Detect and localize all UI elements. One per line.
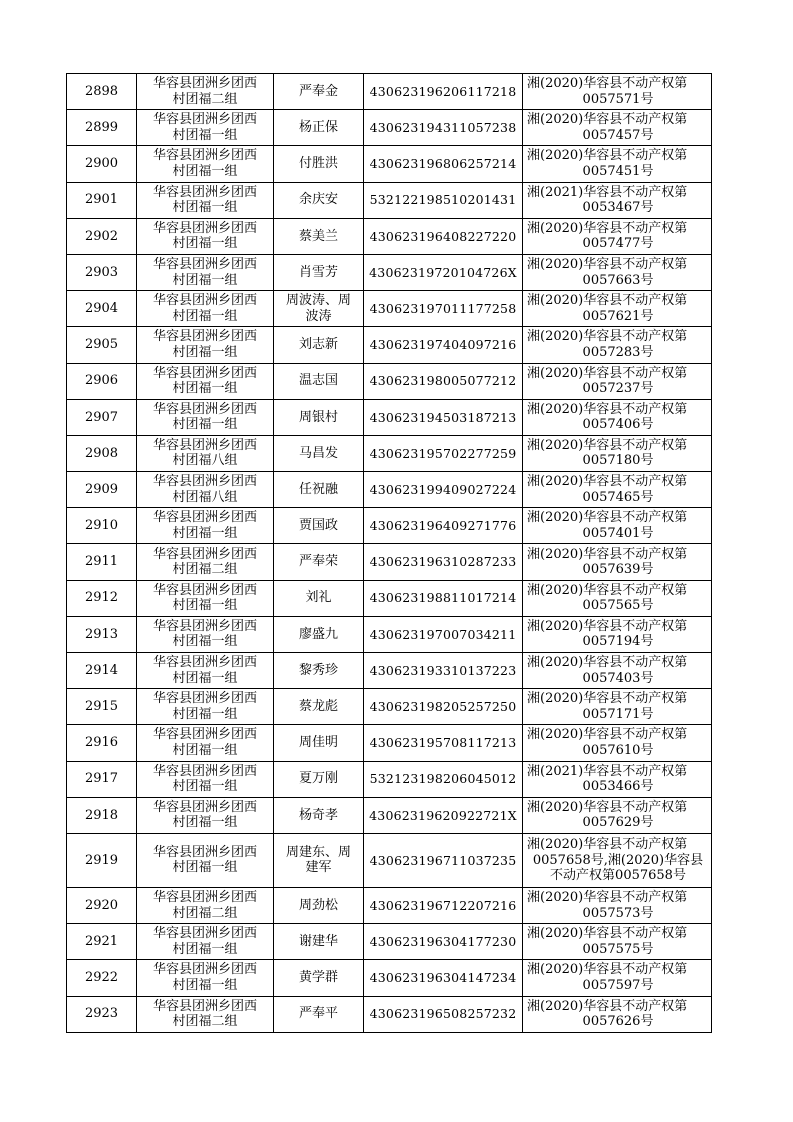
name-line: 波涛	[305, 308, 332, 324]
cert-line: 0057403号	[582, 670, 654, 686]
cert-line: 湘(2020)华容县不动产权第	[527, 76, 688, 92]
cell-id-number: 430623196711037235	[364, 833, 523, 887]
cert-line: 0057180号	[582, 453, 654, 469]
address-line: 村团福一组	[172, 742, 238, 758]
cell-id-number: 430623194503187213	[364, 399, 523, 435]
cell-serial-number: 2912	[67, 580, 137, 616]
cell-owner-name	[274, 653, 364, 689]
cell-certificate-number	[523, 924, 712, 960]
cert-line: 0057571号	[582, 91, 654, 107]
name-line: 余庆安	[298, 192, 338, 208]
cell-owner-name	[274, 833, 364, 887]
address-line: 华容县团洲乡团西	[152, 365, 257, 381]
cell-address	[137, 254, 274, 290]
cell-owner-name	[274, 182, 364, 218]
table-row	[67, 254, 712, 290]
address-line: 村团福二组	[172, 905, 238, 921]
cell-serial-number: 2907	[67, 399, 137, 435]
cell-owner-name	[274, 508, 364, 544]
name-line: 周建东、周	[285, 844, 351, 860]
address-line: 华容县团洲乡团西	[152, 799, 257, 815]
table-row	[67, 110, 712, 146]
cell-owner-name	[274, 580, 364, 616]
cell-address	[137, 508, 274, 544]
cert-line: 湘(2020)华容县不动产权第	[527, 510, 688, 526]
address-line: 村团福一组	[172, 308, 238, 324]
cell-address	[137, 218, 274, 254]
table-row	[67, 689, 712, 725]
cert-line: 0057610号	[582, 742, 654, 758]
cell-address	[137, 797, 274, 833]
cell-certificate-number	[523, 761, 712, 797]
address-line: 华容县团洲乡团西	[152, 962, 257, 978]
cert-line: 0057283号	[582, 344, 654, 360]
address-line: 华容县团洲乡团西	[152, 148, 257, 164]
cert-line: 0057406号	[582, 417, 654, 433]
cert-line: 湘(2020)华容县不动产权第	[527, 437, 688, 453]
cert-line: 0057658号,湘(2020)华容县	[532, 852, 704, 868]
table-row	[67, 74, 712, 110]
table-row	[67, 653, 712, 689]
cell-address	[137, 580, 274, 616]
cert-line: 湘(2020)华容县不动产权第	[527, 293, 688, 309]
cert-line: 0057194号	[582, 634, 654, 650]
cell-owner-name	[274, 74, 364, 110]
table-row	[67, 833, 712, 887]
cell-owner-name	[274, 996, 364, 1032]
cell-owner-name	[274, 616, 364, 652]
cell-id-number: 430623198005077212	[364, 363, 523, 399]
cell-owner-name	[274, 689, 364, 725]
cert-line: 0057565号	[582, 598, 654, 614]
cell-owner-name	[274, 327, 364, 363]
name-line: 谢建华	[298, 933, 338, 949]
cert-line: 0053467号	[582, 200, 654, 216]
cell-address	[137, 110, 274, 146]
cert-line: 湘(2020)华容县不动产权第	[527, 546, 688, 562]
cell-certificate-number	[523, 544, 712, 580]
cell-address	[137, 363, 274, 399]
address-line: 村团福一组	[172, 163, 238, 179]
cell-id-number: 430623196304147234	[364, 960, 523, 996]
cell-id-number: 430623193310137223	[364, 653, 523, 689]
address-line: 村团福一组	[172, 706, 238, 722]
address-line: 华容县团洲乡团西	[152, 691, 257, 707]
cell-certificate-number	[523, 146, 712, 182]
cell-certificate-number	[523, 996, 712, 1032]
cell-id-number: 532123198206045012	[364, 761, 523, 797]
cell-owner-name	[274, 110, 364, 146]
address-line: 华容县团洲乡团西	[152, 618, 257, 634]
cert-line: 湘(2021)华容县不动产权第	[527, 763, 688, 779]
cell-serial-number: 2900	[67, 146, 137, 182]
cell-id-number: 430623196409271776	[364, 508, 523, 544]
table-row	[67, 363, 712, 399]
table-row	[67, 146, 712, 182]
name-line: 严奉金	[298, 83, 338, 99]
cell-serial-number: 2915	[67, 689, 137, 725]
cell-serial-number: 2910	[67, 508, 137, 544]
table-row	[67, 544, 712, 580]
address-line: 华容县团洲乡团西	[152, 474, 257, 490]
name-line: 黄学群	[298, 970, 338, 986]
address-line: 华容县团洲乡团西	[152, 763, 257, 779]
table-row	[67, 960, 712, 996]
cell-address	[137, 996, 274, 1032]
cert-line: 0057626号	[582, 1014, 654, 1030]
cell-address	[137, 74, 274, 110]
address-line: 村团福一组	[172, 200, 238, 216]
cert-line: 湘(2020)华容县不动产权第	[527, 837, 688, 853]
cell-id-number: 430623198205257250	[364, 689, 523, 725]
cert-line: 0057171号	[582, 706, 654, 722]
table-row	[67, 472, 712, 508]
cell-address	[137, 653, 274, 689]
cell-serial-number: 2906	[67, 363, 137, 399]
address-line: 村团福八组	[172, 453, 238, 469]
name-line: 蔡美兰	[298, 228, 338, 244]
name-line: 建军	[305, 860, 332, 876]
cell-id-number: 430623196304177230	[364, 924, 523, 960]
name-line: 廖盛九	[298, 626, 338, 642]
cell-certificate-number	[523, 110, 712, 146]
name-line: 严奉平	[298, 1006, 338, 1022]
table-row	[67, 327, 712, 363]
address-line: 华容县团洲乡团西	[152, 844, 257, 860]
cell-serial-number: 2916	[67, 725, 137, 761]
cell-address	[137, 689, 274, 725]
table-row	[67, 508, 712, 544]
cert-line: 0057621号	[582, 308, 654, 324]
name-line: 周波涛、周	[285, 293, 351, 309]
address-line: 华容县团洲乡团西	[152, 655, 257, 671]
cell-certificate-number	[523, 472, 712, 508]
table-row	[67, 291, 712, 327]
cert-line: 不动产权第0057658号	[550, 868, 686, 884]
cell-certificate-number	[523, 689, 712, 725]
cell-id-number: 43062319720104726X	[364, 254, 523, 290]
name-line: 任祝融	[298, 481, 338, 497]
table-row	[67, 887, 712, 923]
address-line: 村团福一组	[172, 977, 238, 993]
cell-certificate-number	[523, 435, 712, 471]
cert-line: 湘(2020)华容县不动产权第	[527, 998, 688, 1014]
cert-line: 湘(2020)华容县不动产权第	[527, 582, 688, 598]
address-line: 村团福二组	[172, 1014, 238, 1030]
address-line: 村团福一组	[172, 381, 238, 397]
cell-owner-name	[274, 472, 364, 508]
cell-certificate-number	[523, 725, 712, 761]
property-rights-table	[66, 73, 712, 1033]
cell-serial-number: 2903	[67, 254, 137, 290]
table-row	[67, 182, 712, 218]
name-line: 刘礼	[305, 590, 332, 606]
cert-line: 湘(2020)华容县不动产权第	[527, 962, 688, 978]
address-line: 村团福一组	[172, 815, 238, 831]
cell-serial-number: 2923	[67, 996, 137, 1032]
cell-serial-number: 2901	[67, 182, 137, 218]
cell-id-number: 430623195708117213	[364, 725, 523, 761]
address-line: 村团福八组	[172, 489, 238, 505]
cell-address	[137, 924, 274, 960]
cert-line: 0057629号	[582, 815, 654, 831]
cell-certificate-number	[523, 833, 712, 887]
cert-line: 湘(2020)华容县不动产权第	[527, 474, 688, 490]
cert-line: 0057401号	[582, 525, 654, 541]
name-line: 黎秀珍	[298, 662, 338, 678]
cell-owner-name	[274, 761, 364, 797]
cell-serial-number: 2899	[67, 110, 137, 146]
address-line: 华容县团洲乡团西	[152, 257, 257, 273]
cell-certificate-number	[523, 616, 712, 652]
name-line: 刘志新	[298, 337, 338, 353]
name-line: 蔡龙彪	[298, 699, 338, 715]
address-line: 华容县团洲乡团西	[152, 890, 257, 906]
address-line: 华容县团洲乡团西	[152, 510, 257, 526]
cell-owner-name	[274, 725, 364, 761]
cell-address	[137, 887, 274, 923]
address-line: 华容县团洲乡团西	[152, 437, 257, 453]
table-row	[67, 797, 712, 833]
cell-id-number: 430623198811017214	[364, 580, 523, 616]
table-row	[67, 761, 712, 797]
cert-line: 湘(2020)华容县不动产权第	[527, 799, 688, 815]
cell-certificate-number	[523, 182, 712, 218]
cell-serial-number: 2904	[67, 291, 137, 327]
address-line: 村团福一组	[172, 272, 238, 288]
cell-serial-number: 2905	[67, 327, 137, 363]
cert-line: 湘(2020)华容县不动产权第	[527, 329, 688, 345]
cert-line: 0057457号	[582, 127, 654, 143]
cell-id-number: 430623196508257232	[364, 996, 523, 1032]
cert-line: 0057575号	[582, 941, 654, 957]
table-row	[67, 616, 712, 652]
cell-id-number: 430623197011177258	[364, 291, 523, 327]
table-row	[67, 399, 712, 435]
cell-id-number: 430623196408227220	[364, 218, 523, 254]
cell-id-number: 43062319620922721X	[364, 797, 523, 833]
cell-owner-name	[274, 291, 364, 327]
address-line: 华容县团洲乡团西	[152, 727, 257, 743]
cell-certificate-number	[523, 254, 712, 290]
cell-serial-number: 2898	[67, 74, 137, 110]
table-row	[67, 218, 712, 254]
cert-line: 0053466号	[582, 779, 654, 795]
cell-address	[137, 291, 274, 327]
address-line: 华容县团洲乡团西	[152, 293, 257, 309]
cert-line: 湘(2020)华容县不动产权第	[527, 365, 688, 381]
cell-address	[137, 472, 274, 508]
address-line: 村团福一组	[172, 941, 238, 957]
cell-certificate-number	[523, 218, 712, 254]
cert-line: 0057451号	[582, 163, 654, 179]
cell-address	[137, 399, 274, 435]
name-line: 严奉荣	[298, 554, 338, 570]
cell-certificate-number	[523, 363, 712, 399]
cell-certificate-number	[523, 797, 712, 833]
cell-address	[137, 616, 274, 652]
cell-certificate-number	[523, 580, 712, 616]
cert-line: 湘(2020)华容县不动产权第	[527, 220, 688, 236]
cell-owner-name	[274, 363, 364, 399]
cell-address	[137, 725, 274, 761]
name-line: 付胜洪	[298, 156, 338, 172]
cell-owner-name	[274, 254, 364, 290]
cell-certificate-number	[523, 74, 712, 110]
cert-line: 湘(2020)华容县不动产权第	[527, 691, 688, 707]
cert-line: 湘(2020)华容县不动产权第	[527, 148, 688, 164]
cert-line: 0057477号	[582, 236, 654, 252]
cert-line: 湘(2020)华容县不动产权第	[527, 618, 688, 634]
cert-line: 0057639号	[582, 562, 654, 578]
cell-address	[137, 182, 274, 218]
cell-serial-number: 2902	[67, 218, 137, 254]
address-line: 华容县团洲乡团西	[152, 184, 257, 200]
cert-line: 0057663号	[582, 272, 654, 288]
cert-line: 湘(2020)华容县不动产权第	[527, 112, 688, 128]
address-line: 村团福一组	[172, 860, 238, 876]
cell-address	[137, 146, 274, 182]
cell-owner-name	[274, 887, 364, 923]
cell-certificate-number	[523, 291, 712, 327]
cell-certificate-number	[523, 653, 712, 689]
address-line: 村团福一组	[172, 344, 238, 360]
cell-serial-number: 2918	[67, 797, 137, 833]
cell-owner-name	[274, 960, 364, 996]
cell-id-number: 532122198510201431	[364, 182, 523, 218]
cert-line: 湘(2020)华容县不动产权第	[527, 655, 688, 671]
cell-owner-name	[274, 797, 364, 833]
address-line: 华容县团洲乡团西	[152, 112, 257, 128]
cell-serial-number: 2914	[67, 653, 137, 689]
cell-certificate-number	[523, 399, 712, 435]
cell-address	[137, 761, 274, 797]
cert-line: 湘(2020)华容县不动产权第	[527, 401, 688, 417]
cell-address	[137, 960, 274, 996]
cert-line: 0057573号	[582, 905, 654, 921]
cell-serial-number: 2909	[67, 472, 137, 508]
cell-id-number: 430623197404097216	[364, 327, 523, 363]
table-row	[67, 435, 712, 471]
cell-id-number: 430623197007034211	[364, 616, 523, 652]
name-line: 夏万刚	[298, 771, 338, 787]
cell-id-number: 430623199409027224	[364, 472, 523, 508]
cell-id-number: 430623195702277259	[364, 435, 523, 471]
cell-certificate-number	[523, 887, 712, 923]
address-line: 村团福一组	[172, 634, 238, 650]
cell-serial-number: 2920	[67, 887, 137, 923]
cell-serial-number: 2913	[67, 616, 137, 652]
cert-line: 湘(2020)华容县不动产权第	[527, 727, 688, 743]
cell-certificate-number	[523, 508, 712, 544]
table-row	[67, 996, 712, 1032]
name-line: 周劲松	[298, 897, 338, 913]
cell-certificate-number	[523, 327, 712, 363]
name-line: 周佳明	[298, 735, 338, 751]
address-line: 华容县团洲乡团西	[152, 926, 257, 942]
cell-id-number: 430623194311057238	[364, 110, 523, 146]
name-line: 马昌发	[298, 445, 338, 461]
name-line: 杨正保	[298, 120, 338, 136]
name-line: 肖雪芳	[298, 264, 338, 280]
cell-serial-number: 2922	[67, 960, 137, 996]
cell-owner-name	[274, 146, 364, 182]
name-line: 温志国	[298, 373, 338, 389]
cell-address	[137, 833, 274, 887]
cert-line: 湘(2020)华容县不动产权第	[527, 890, 688, 906]
cell-owner-name	[274, 544, 364, 580]
address-line: 华容县团洲乡团西	[152, 76, 257, 92]
address-line: 华容县团洲乡团西	[152, 546, 257, 562]
address-line: 村团福一组	[172, 598, 238, 614]
address-line: 村团福一组	[172, 127, 238, 143]
cell-serial-number: 2921	[67, 924, 137, 960]
address-line: 村团福二组	[172, 562, 238, 578]
cert-line: 湘(2021)华容县不动产权第	[527, 184, 688, 200]
cell-serial-number: 2908	[67, 435, 137, 471]
address-line: 村团福二组	[172, 91, 238, 107]
address-line: 华容县团洲乡团西	[152, 998, 257, 1014]
cell-serial-number: 2917	[67, 761, 137, 797]
cell-id-number: 430623196310287233	[364, 544, 523, 580]
address-line: 村团福一组	[172, 417, 238, 433]
address-line: 华容县团洲乡团西	[152, 329, 257, 345]
cert-line: 0057597号	[582, 977, 654, 993]
cell-owner-name	[274, 399, 364, 435]
cell-id-number: 430623196206117218	[364, 74, 523, 110]
address-line: 村团福一组	[172, 779, 238, 795]
table-row	[67, 924, 712, 960]
cell-id-number: 430623196806257214	[364, 146, 523, 182]
cell-address	[137, 435, 274, 471]
address-line: 村团福一组	[172, 670, 238, 686]
cell-owner-name	[274, 924, 364, 960]
address-line: 村团福一组	[172, 236, 238, 252]
cert-line: 0057465号	[582, 489, 654, 505]
cell-serial-number: 2919	[67, 833, 137, 887]
name-line: 杨奇孝	[298, 807, 338, 823]
name-line: 周银村	[298, 409, 338, 425]
cert-line: 湘(2020)华容县不动产权第	[527, 926, 688, 942]
table-body	[67, 74, 712, 1033]
address-line: 华容县团洲乡团西	[152, 582, 257, 598]
cert-line: 湘(2020)华容县不动产权第	[527, 257, 688, 273]
address-line: 华容县团洲乡团西	[152, 220, 257, 236]
cell-address	[137, 327, 274, 363]
cell-id-number: 430623196712207216	[364, 887, 523, 923]
address-line: 村团福一组	[172, 525, 238, 541]
cell-serial-number: 2911	[67, 544, 137, 580]
table-row	[67, 580, 712, 616]
table-row	[67, 725, 712, 761]
cert-line: 0057237号	[582, 381, 654, 397]
cell-owner-name	[274, 218, 364, 254]
cell-certificate-number	[523, 960, 712, 996]
cell-address	[137, 544, 274, 580]
name-line: 贾国政	[298, 518, 338, 534]
cell-owner-name	[274, 435, 364, 471]
address-line: 华容县团洲乡团西	[152, 401, 257, 417]
